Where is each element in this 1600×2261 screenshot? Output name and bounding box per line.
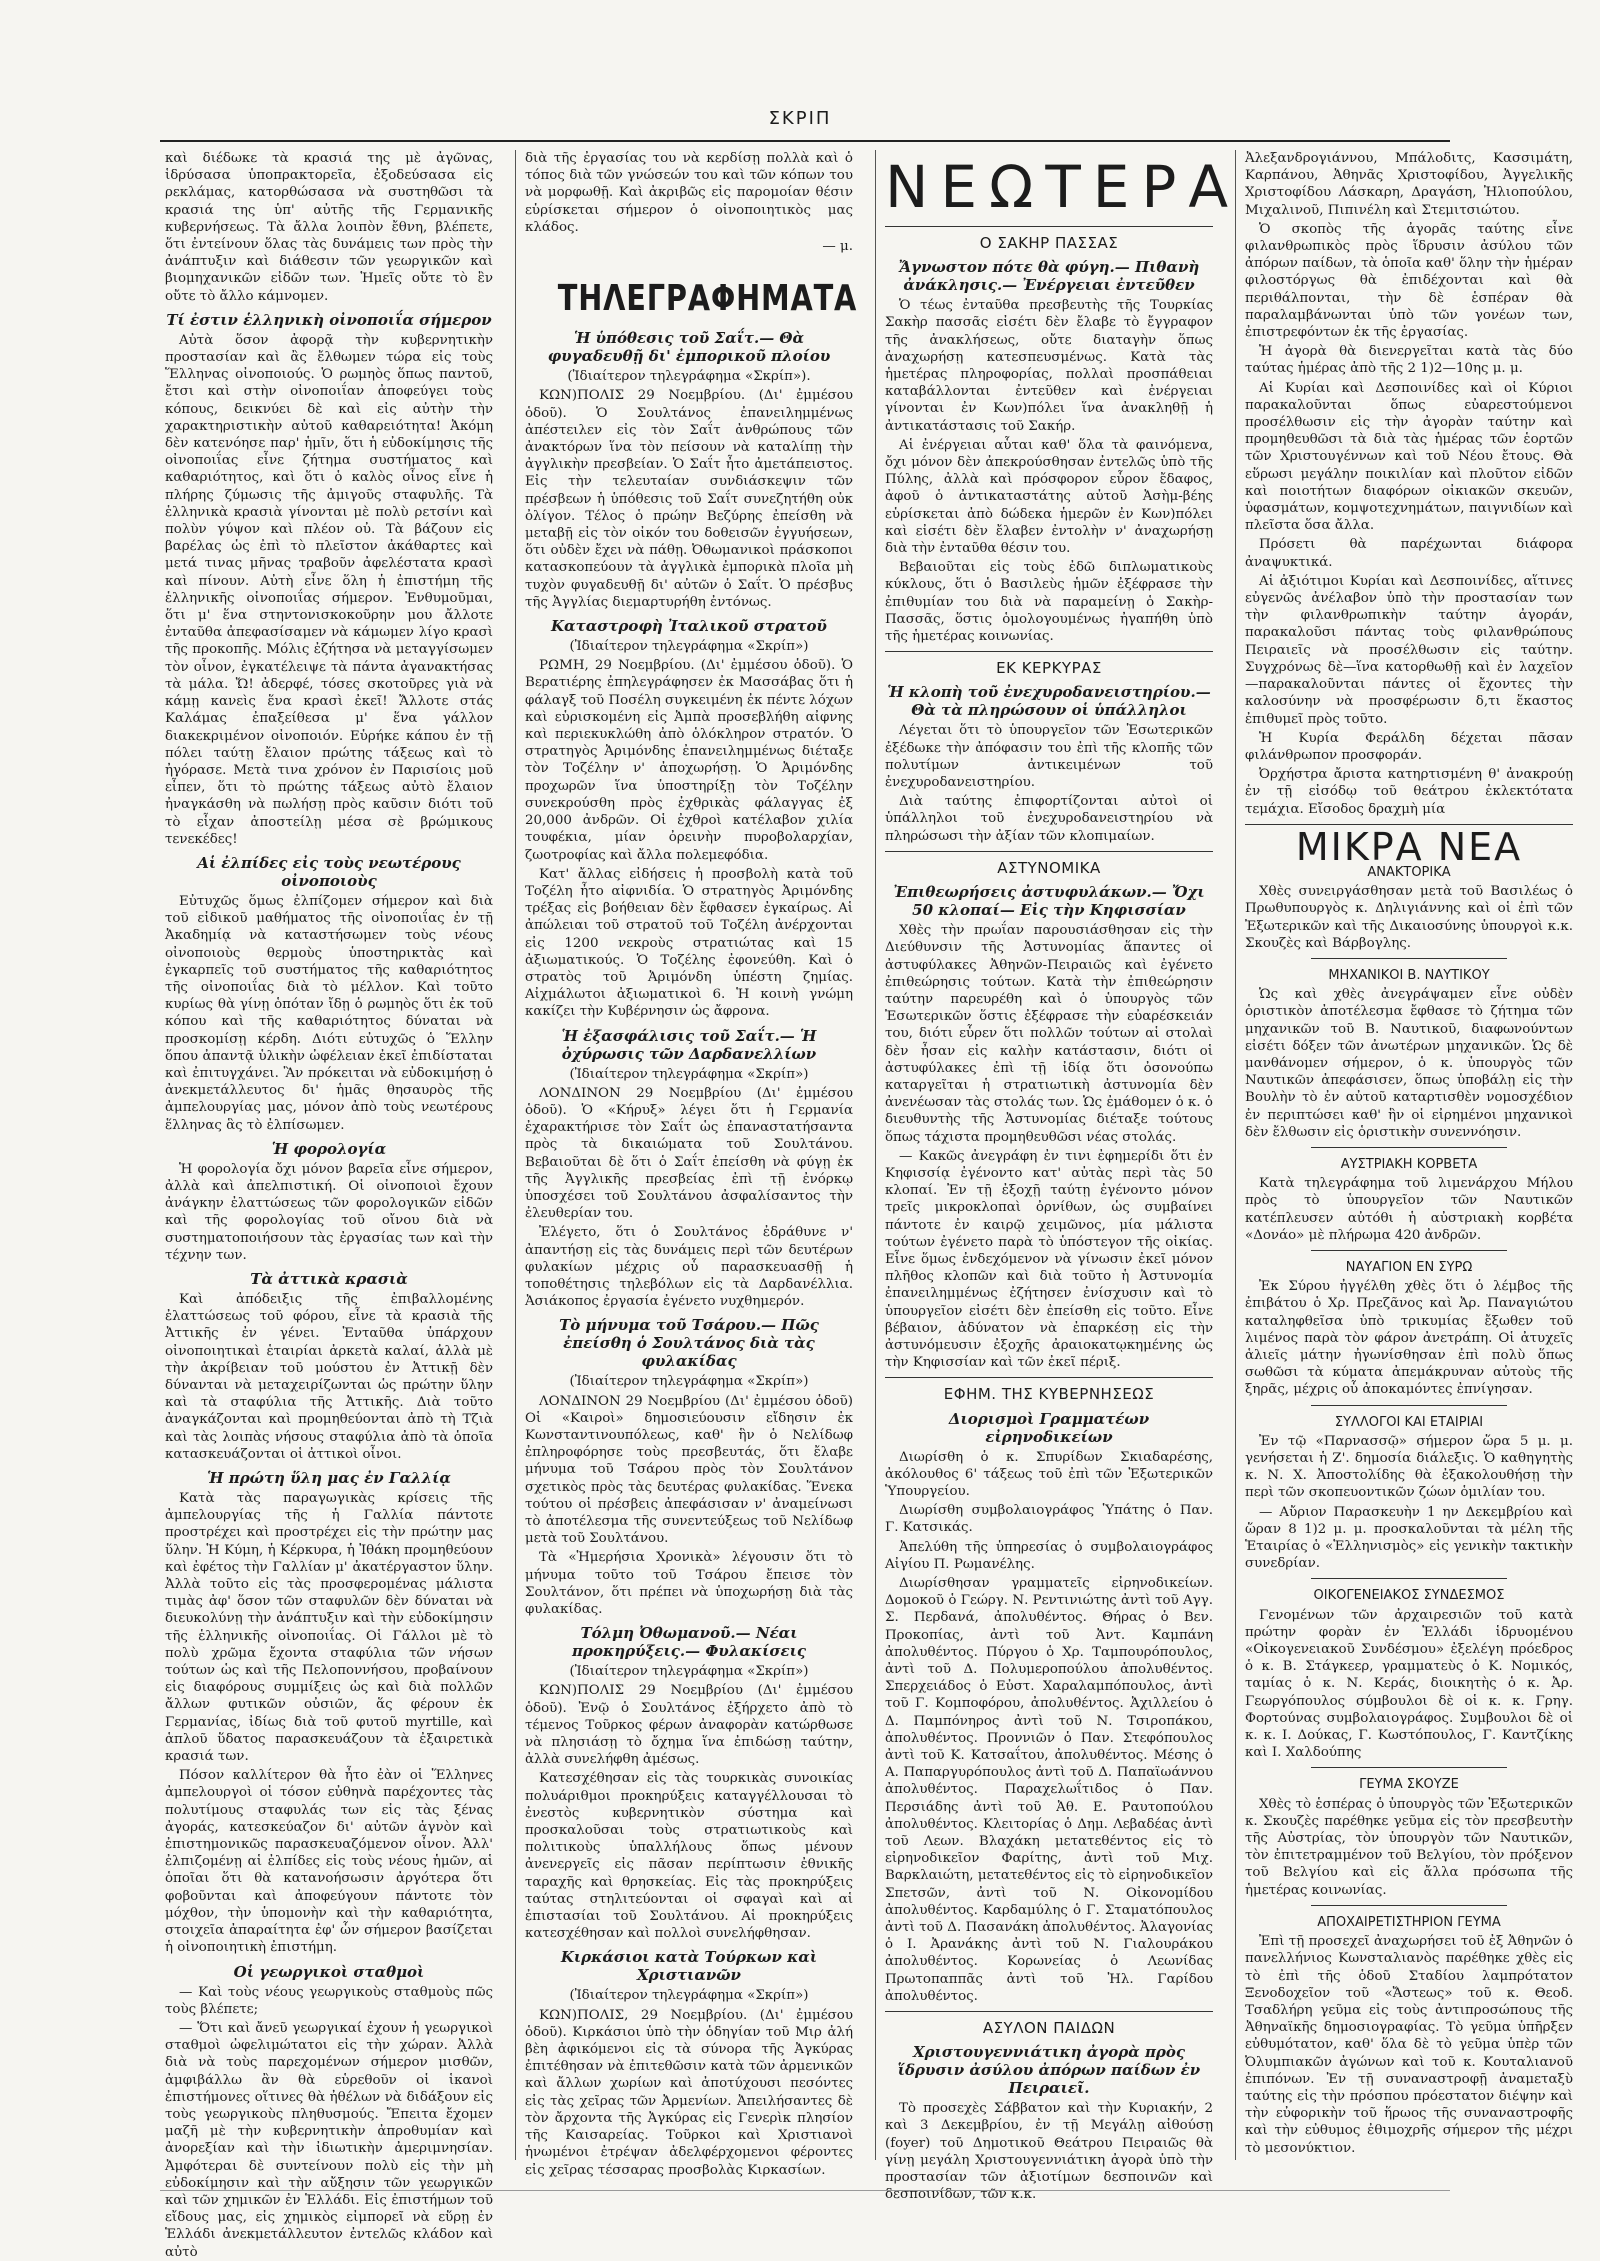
section-heading: Ἡ πρώτη ὕλη μας ἐν Γαλλίᾳ [207, 1469, 451, 1488]
paragraph: διὰ τῆς ἐργασίας του νὰ κερδίσῃ πολλὰ καὶ ὁ τόπος διὰ τῶν γνώσεών του καὶ τῶν κόπων του νὰ μορφωθῇ. Καὶ ἀκριβῶς εἰς παρομοίαν θέσιν εὑρίσκεται σήμερον ὁ οἰνοποιητικὸς μας κλάδος. [525, 151, 853, 235]
paragraph: Ἡ Κυρία Φεράλδη δέχεται πᾶσαν φιλάνθρωπον προσφοράν. [1245, 730, 1573, 763]
paragraph: Διὰ ταύτης ἐπιφορτίζονται αὐτοὶ οἱ ὑπάλληλοι τοῦ ἐνεχυροδανειστηρίου νὰ πληρώσωσι τὴν ἀξίαν τῶν κλοπιμαίων. [885, 794, 1213, 844]
paragraph: Κατ' ἄλλας εἰδήσεις ἡ προσβολὴ κατὰ τοῦ Τοζέλη ἦτο αἰφνιδία. Ὁ στρατηγὸς Ἀριμόνδης τρέξας εἰς βοήθειαν δὲν ἔφθασεν ἐγκαίρως. Αἱ ἀπώλειαι τοῦ στρατοῦ τοῦ Τοζέλη ἀνέρχονται εἰς 1200 νεκροὺς στρατιώτας καὶ 15 ἀξιωματικούς. Ὁ Τοζέλης ἐφονεύθη. Καὶ ὁ στρατὸς τοῦ Ἀριμόνδη ὑπέστη ζημίας. Αἰχμάλωτοι ἀξιωματικοὶ 6. Ἡ κοινὴ γνώμη κακίζει τὴν Κυβέρνησιν ὡς ἄφρονα. [525, 866, 853, 1020]
section-heading: Οἱ γεωργικοὶ σταθμοὶ [233, 1962, 425, 1981]
divider [885, 651, 1213, 652]
signature: — μ. [822, 239, 853, 255]
paragraph: Ὁ τέως ἐνταῦθα πρεσβευτὴς τῆς Τουρκίας Σακὴρ πασσᾶς εἰσέτι δὲν ἔλαβε τὸ ἔγγραφον τῆς ἀνακλήσεως, οὔτε διαταγὴν ὅπως ἀναχωρήσῃ κατεσπευσμένως. Κατὰ τὰς ἡμετέρας πληροφορίας, πολλαὶ προσπάθειαι καταβάλλονται ἐντεῦθεν καὶ ἐνέργειαι γίνονται ἐν Κων)πόλει ἵνα ἀνακληθῇ ἡ ἀντικατάστασις τοῦ Σακήρ. [885, 298, 1213, 434]
divider [1311, 1767, 1508, 1768]
latest-news-heading: ΝΕΩΤΕΡΑ [885, 153, 1241, 221]
masthead: ΣΚΡΙΠ [768, 108, 832, 129]
paragraph: Πόσον καλλίτερον θὰ ἦτο ἐὰν οἱ Ἕλληνες ἀμπελουργοὶ οἱ τόσον εὐθηνὰ παρέχοντες τὰς πολυτίμους σταφυλάς των εἰς τὰς ξένας ἀγοράς, κατεσκεύαζον δι' αὐτῶν ἁγνὸν καὶ ἐπιστημονικῶς παρασκευαζόμενον οἶνον. Ἀλλ' ἐλπιζομένῃ αἱ ἐλπίδες εἰς τοὺς νέους ἡμῶν, αἱ ὁποῖαι ὅτι θὰ κατανοήσωσιν ἀργότερα ὅτι φοβοῦνται καὶ ἀποφεύγουν πάντοτε τὸν μόχθον, τὴν ὑπομονὴν καὶ τὴν καθαριότητα, στοιχεῖα ἀπαραίτητα ἐφ' ὧν σήμερον βασίζεται ἡ οἰνοποιητικὴ ἐπιστήμη. [165, 1768, 493, 1956]
paragraph: Ὀρχήστρα ἄριστα κατηρτισμένη θ' ἀνακρούῃ ἐν τῇ εἰσόδῳ τοῦ θεάτρου ἐκλεκτότατα τεμάχια. Εἴσοδος δραχμὴ μία [1245, 767, 1573, 817]
paragraph: Τὰ «Ἡμερήσια Χρονικὰ» λέγουσιν ὅτι τὸ μήνυμα τοῦτο τοῦ Τσάρου ἔπεισε τὸν Σουλτάνον, ὅτι πρέπει νὰ ὑποχωρήσῃ διὰ τὰς φυλακίδας. [525, 1550, 853, 1618]
dispatch-source: (Ἰδιαίτερον τηλεγράφημα «Σκρίπ») [569, 1066, 809, 1082]
paragraph: Εὐτυχῶς ὅμως ἐλπίζομεν σήμερον καὶ διὰ τοῦ εἰδικοῦ μαθήματος τῆς οἰνοποιΐας ἐν τῇ Ἀκαδημίᾳ νὰ καταστήσωμεν τοὺς νέους οἰνοποιοὺς θερμοὺς ὑποστηρικτὰς καὶ ἐγκαρπεῖς τοῦ συστήματος τῆς καθαριότητος τῆς οἰνοποιΐας διὰ τὸ μέλλον. Καὶ τοῦτο κυρίως θὰ γίνῃ ὁπόταν ἴδῃ ὁ ρωμηὸς ὅτι ἐκ τοῦ κόπου καὶ τῆς καθαριότητος δύναται νὰ προσκομίσῃ κέρδη. Διότι εὐτυχῶς ὁ Ἕλλην ὅπου ἀπαντᾷ ὑλικὴν ὠφέλειαν ἐκεῖ ἐπιδίσταται καὶ ἐπιτυγχάνει. Ἂν πρόκειται νὰ εὐδοκιμήσῃ ὁ ἀνεκμετάλλευτος δι' ἡμᾶς θησαυρὸς τῆς ἀμπελουργίας μας, μόνον ἀπὸ τοὺς νεωτέρους ἕλληνας ἃς τὸ ἐλπίσωμεν. [165, 893, 493, 1133]
divider [885, 851, 1213, 852]
paragraph: Ἐλέγετο, ὅτι ὁ Σουλτάνος ἐδράθυνε ν' ἀπαντήσῃ εἰς τὰς δυνάμεις περὶ τῶν δευτέρων φυλακίων μέχρις οὗ παρασκευασθῇ ἡ τοποθέτησις τηλεβόλων εἰς τὰ Δαρδανέλλια. Ἀσιάκοπος ἐργασία ἐγένετο νυχθημερόν. [525, 1225, 853, 1310]
section-heading: Τὰ ἀττικὰ κρασιὰ [250, 1269, 408, 1288]
paragraph: ΛΟΝΔΙΝΟΝ 29 Νοεμβρίου (Δι' ἐμμέσου ὁδοῦ) Οἱ «Καιροὶ» δημοσιεύουσιν εἴδησιν ἐκ Κωνσταντινουπόλεως, καθ' ἣν ὁ Νελίδωφ ἐπληροφόρησε τοὺς πρεσβευτάς, ὅτι ἔλαβε μήνυμα τοῦ Τσάρου πρὸς τὸν Σουλτάνον σχετικὸς πρὸς τὰς δευτέρας φυλακίδας. Ἕνεκα τούτου οἱ πρέσβεις ἀπεφάσισαν ν' ἀναμείνωσι τὸ ἀποτέλεσμα τῆς συνεντεύξεως τοῦ Νελίδωφ μετὰ τοῦ Σουλτάνου. [525, 1393, 853, 1547]
divider [885, 226, 1213, 227]
paragraph: Αἱ Κυρίαι καὶ Δεσποινίδες καὶ οἱ Κύριοι παρακαλοῦνται ὅπως εὐαρεστούμενοι προσέλθωσιν εἰς τὴν ἀγορὰν ταύτην καὶ προμηθευθῶσι τὰ διὰ τὰς ἡμέρας τῶν ἑορτῶν τῶν Χριστουγέννων καὶ τοῦ Νέου ἔτους. Θὰ εὕρωσι μεγάλην ποικιλίαν καὶ πλοῦτον εἰδῶν καὶ ποιοτήτων διαφόρων οἰκιακῶν σκευῶν, ὑφασμάτων, κομψοτεχνημάτων, παιγνιδίων καὶ πλεῖστα ὅσα ἄλλα. [1245, 380, 1573, 534]
paragraph: Καὶ ἀπόδειξις τῆς ἐπιβαλλομένης ἐλαττώσεως τοῦ φόρου, εἶνε τὰ κρασιὰ τῆς Ἀττικῆς ἐν γένει. Ἐνταῦθα ὑπάρχουν οἰνοποιητικαὶ ἑταιρίαι ἀρκετὰ καλαί, ἀλλὰ μὲ τὴν ἀκρίβειαν τοῦ μούστου ἐν Ἀττικῇ δὲν δύνανται νὰ μεταχειρίζωνται ὡς πρώτην ὕλην καὶ τὰ σταφύλια τῆς Ἀττικῆς. Διὰ τοῦτο ἀναγκάζονται καὶ προμηθεύονται ἀπὸ τὴ Τζιὰ καὶ τὰς λοιπὰς νήσους σταφύλια ἀπὸ τὰ ὁποῖα κατασκευάζονται οἱ ἀττικοὶ οἶνοι. [165, 1291, 493, 1462]
telegrams-heading: ΤΗΛΕΓΡΑΦΗΜΑΤΑ [557, 278, 858, 320]
paragraph: ΚΩΝ)ΠΟΛΙΣ 29 Νοεμβρίου (Δι' ἐμμέσου ὁδοῦ). Ἐνῷ ὁ Σουλτάνος ἐξήρχετο ἀπὸ τὸ τέμενος Τοῦρκος φέρων ἀναφορὰν κατώρθωσε νὰ πλησιάσῃ τὸ ὄχημα ἵνα ἐπιδώσῃ ταύτην, ἀλλὰ συνελήφθη ἀμέσως. [525, 1683, 853, 1768]
column-2 [525, 150, 858, 2178]
column-4 [1245, 150, 1573, 2160]
masthead-rule [160, 140, 1450, 142]
divider [1311, 1250, 1508, 1251]
paragraph: — Κακῶς ἀνεγράφη ἐν τινι ἐφημερίδι ὅτι ἐν Κηφισσίᾳ ἐγένοντο κατ' αὐτὰς περὶ τὰς 50 κλοπαί. Ἐν τῇ ἐξοχῇ ταύτῃ ἐγένοντο μόνον τρεῖς μικροκλοπαὶ ὀρνίθων, ὡς συμβαίνει πάντοτε ἐν καιρῷ χειμῶνος, μία μάλιστα τούτων ἐγένετο παρὰ τὸ ὑπόστεγον τῆς οἰκίας. Εἶνε ὅμως ἐνδεχόμενον νὰ γίνωσιν ἐκεῖ μόνον πλῆθος κλοπῶν καὶ διὰ τοῦτο ἡ Ἀστυνομία ἐπανειλημμένως ἐζήτησεν ἐνίσχυσιν καὶ τὸ ὑπουργεῖον εἰσέτι δὲν ἐπείσθη εἰς τοῦτο. Εἶνε βέβαιον, ἀδύνατον νὰ ἐπαρκέσῃ εἰς τὴν ἀστυνόμευσιν ἐξοχῆς ἀραιοκατῳκημένης ὡς τὴν Κηφισσίαν καὶ τῶν ἐκεῖ πέριξ. [885, 1148, 1213, 1371]
divider [885, 1377, 1213, 1378]
divider [1311, 1578, 1508, 1579]
column-rule [1235, 150, 1236, 2160]
section-heading: Ἡ ἐξασφάλισις τοῦ Σαΐτ.— Ἡ ὀχύρωσις τῶν Δαρδανελλίων [561, 1026, 817, 1063]
paragraph: Κατὰ τηλεγράφημα τοῦ λιμενάρχου Μήλου πρὸς τὸ ὑπουργεῖον τῶν Ναυτικῶν κατέπλευσεν αὐτόθι ἡ αὐστριακὴ κορβέτα «Δονάο» μὲ πλήρωμα 420 ἀνδρῶν. [1245, 1176, 1573, 1243]
section-subheading: Ἐπιθεωρήσεις ἀστυφυλάκων.— Ὄχι 50 κλοπαί— Εἰς τὴν Κηφισσίαν [893, 883, 1205, 920]
section-heading: ΑΣΤΥΝΟΜΙΚΑ [997, 858, 1101, 877]
small-news-heading: ΜΙΚΡΑ ΝΕΑ [1295, 824, 1523, 869]
section-heading: Ο ΣΑΚΗΡ ΠΑΣΣΑΣ [979, 234, 1119, 252]
paragraph: Αἱ ἐνέργειαι αὗται καθ' ὅλα τὰ φαινόμενα, ὄχι μόνον δὲν ἀπεκρούσθησαν ἐντελῶς ὑπὸ τῆς Πύλης, ἀλλὰ καὶ πρόσφορον εὗρον ἔδαφος, ἀφοῦ ὁ ἀντικαταστάτης αὐτοῦ Ἀσὴμ-βέης εὑρίσκεται ἀπὸ δώδεκα ἡμερῶν ἐν Κων)πόλει καὶ εἰσέτι δὲν ἔλαβεν ἐντολὴν ν' ἀναχωρήσῃ διὰ τὴν ἐνταῦθα θέσιν του. [885, 437, 1213, 557]
section-heading: ΑΠΟΧΑΙΡΕΤΙΣΤΗΡΙΟΝ ΓΕΥΜΑ [1317, 1914, 1501, 1930]
dispatch-source: (Ἰδιαίτερον τηλεγράφημα «Σκρίπ») [569, 639, 809, 655]
section-heading: ΕΦΗΜ. ΤΗΣ ΚΥΒΕΡΝΗΣΕΩΣ [943, 1385, 1155, 1404]
section-heading: Ἡ φορολογία [271, 1139, 387, 1158]
paragraph: Κατὰ τὰς παραγωγικὰς κρίσεις τῆς ἀμπελουργίας τῆς ἡ Γαλλία πάντοτε προστρέχει καὶ προστρέχει εἰς τὴν πρώτην μας ὕλην. Ἡ Κύμη, ἡ Κέρκυρα, ἡ Ἰθάκη προμηθεύουν καὶ ἐφέτος τὴν Γαλλίαν μ' ἀκατέργαστον ὕλην. Ἀλλὰ τοῦτο εἰς τὰς προσφερομένας μάλιστα τιμὰς ἀφ' ὅσον τῶν σταφυλῶν δὲν δύναται νὰ διευκολύνῃ τὴν ἀνάπτυξιν καὶ τὴν εὐδοκίμησιν τῆς ἑλληνικῆς οἰνοποιΐας. Οἱ Γάλλοι μὲ τὸ πολὺ χρῶμα ἔχοντα σταφύλια τῶν νήσων τούτων ὡς καὶ τῆς Πελοποννήσου, προβαίνουν εἰς διαφόρους συμμίξεις ὡς καὶ διὰ πολλῶν ἄλλων φυτικῶν οὐσιῶν, ἅς φέρουν ἐκ Γερμανίας, ἰδίως διὰ τοῦ φυτοῦ myrtille, καὶ ἁπλοῦ ὕδατος παρασκευάζουν τὰ ἐξαιρετικὰ κρασιά των. [165, 1491, 493, 1765]
section-heading: Καταστροφὴ Ἰταλικοῦ στρατοῦ [551, 617, 827, 636]
paragraph: Αὐτὰ ὅσον ἀφορᾷ τὴν κυβερνητικὴν προστασίαν καὶ ἂς ἔλθωμεν τώρα εἰς τοὺς Ἕλληνας οἰνοποιούς. Ὁ ρωμηὸς ὅπως παντοῦ, ἔτσι καὶ στὴν οἰνοποιΐαν ἀποφεύγει τοὺς κόπους, δεικνύει δὲ καὶ εἰς αὐτὴν τὴν χαρακτηριστικὴν αὐτοῦ καθαρειότητα! Ἀκόμη δὲν κατενόησε παρ' ἡμῖν, ὅτι ἡ εὐδοκίμησις τῆς οἰνοποιΐας εἶνε ζήτημα συστήματος καὶ καθαριότητος, καὶ ὅτι ὁ καλὸς οἶνος εἶνε ἡ πλήρης ζύμωσις τῆς ἀμιγοῦς σταφυλῆς. Τὰ ἑλληνικὰ κρασιὰ γίνονται μὲ πολὺ ρετσίνι καὶ πολὺν γύψον καὶ πλέον οὐ. Τὰ βάζουν εἰς βαρέλας ὡς ἐπὶ τὸ πλεῖστον ἀκάθαρτες καὶ μετά τινας μῆνας τραβοῦν ἀφελέστατα κρασὶ καὶ πίνουν. Αὐτὴ εἶνε ὅλη ἡ ἐπιστήμη τῆς ἑλληνικῆς οἰνοποιΐας σήμερον. Ἐνθυμοῦμαι, ὅτι μ' ἕνα στηντονισκοκοῦρην μου ἄλλοτε ἐνταῦθα ἀπεφασίσαμεν νὰ κάμωμεν λίγο κρασὶ τῆς προκοπῆς. Μόλις ἐζήτησα νὰ μεταγγίσωμεν τὸν οἶνον, ἐγκατέλειψε τὰ πάντα ἀγανακτήσας τὰ μάλα. Ὤ! ἀδερφέ, τόσες σκοτοῦρες γιὰ νὰ κάμῃ κανεὶς ἕνα κρασὶ ἐκεῖ! Ἄλλοτε στάς Καλάμας ἐπαξείθεσα μ' ἕνα γάλλον διακεκριμένον οἰνοποιόν. Εὑρήκε κάπου ἐν τῇ πόλει ταύτῃ ἔλαιον πρώτης τάξεως καὶ τὸ ἠγόρασε. Μετὰ τινα χρόνον ἐν Παρισίοις μοῦ εἶπεν, ὅτι τὸ πρώτης τάξεως αὐτὸ ἔλαιον ἠναγκάσθη νὰ πωλήσῃ πρὸς καῦσιν διότι τοῦ τὸ εἶχαν ἀποστείλῃ μέσα σὲ βρώμικους τενεκέδες! [165, 332, 493, 847]
section-heading: Τόλμη Ὀθωμανοῦ.— Νέαι προκηρύξεις.— Φυλακίσεις [572, 1624, 806, 1661]
section-heading: ΓΕΥΜΑ ΣΚΟΥΖΕ [1359, 1777, 1459, 1793]
section-heading: Τί ἐστιν ἑλληνικὴ οἰνοποιΐα σήμερον [166, 310, 492, 329]
paragraph: ΚΩΝ)ΠΟΛΙΣ 29 Νοεμβρίου. (Δι' ἐμμέσου ὁδοῦ). Ὁ Σουλτάνος ἐπανειλημμένως ἀπέστειλεν εἰς τὸν Σαΐτ ἀνθρώπους τῶν ἀνακτόρων ἵνα τὸν πείσουν νὰ καταλίπῃ τὴν ἀγγλικὴν πρεσβείαν. Ὁ Σαΐτ ἦτο ἀμετάπειστος. Εἰς τὴν τελευταίαν συνδιάσκεψιν τῶν πρέσβεων ἡ ὑπόθεσις τοῦ Σαΐτ συνεζητήθη οὐκ ὀλίγον. Τέλος ὁ πρώην Βεζύρης ἐπείσθη νὰ μεταβῇ εἰς τὸν οἰκόν του δοθεισῶν ἐγγυήσεων, ὅτι οὐδὲν ἔχει νὰ πάθῃ. Ὀθωμανικοὶ πράσκοποι κατασκοπεύουν τὰ ἀγγλικὰ ἐμπορικὰ πλοῖα μὴ τυχὸν φυγαδευθῇ δι' αὐτῶν ὁ Σαΐτ. Ὁ πρέσβυς τῆς Ἀγγλίας διεμαρτυρήθη ἐντόνως. [525, 388, 853, 610]
paragraph: Χθὲς τὸ ἑσπέρας ὁ ὑπουργὸς τῶν Ἐξωτερικῶν κ. Σκουζὲς παρέθηκε γεῦμα εἰς τὸν πρεσβευτὴν τῆς Αὐστρίας, τὸν ὑπουργὸν τῶν Ναυτικῶν, τὸν ἐπιτετραμμένον τοῦ Βελγίου, τὸν πρόξενον τοῦ Βελγίου καὶ εἰς ἄλλα πρόσωπα τῆς ἡμετέρας κοινωνίας. [1245, 1796, 1573, 1898]
paragraph: Διωρίσθησαν γραμματεῖς εἰρηνοδικείων. Δομοκοῦ ὁ Γεώργ. Ν. Ρεντινιώτης ἀντὶ τοῦ Αγγ. Σ. Περδανά, ἀπολυθέντος. Θήρας ὁ Βεν. Προκοπίας, ἀντὶ τοῦ Ἀντ. Καμπάνη ἀπολυθέντος. Πύργου ὁ Χρ. Ταμπουρόπουλος, ἀντὶ τοῦ Δ. Πολυμεροπούλου ἀπολυθέντος. Σπερχειάδος ὁ Εὐστ. Χαραλαμπόπουλος, ἀντὶ τοῦ Γ. Κομποφόρου, ἀπολυθέντος. Ἀχιλλείου ὁ Δ. Παμπόνηρος ἀντὶ τοῦ Ν. Τσιροπάκου, ἀπολυθέντος. Προννιῶν ὁ Παν. Στεφόπουλος ἀντὶ τοῦ Κ. Κατσαΐτου, ἀπολυθέντος. Μέσης ὁ Α. Παπαργυρόπουλος ἀντὶ τοῦ Δ. Παπαϊωάννου ἀπολυθέντος. Παραχελωΐτιδος ὁ Παν. Περσιάδης ἀντὶ τοῦ Ἀθ. Ε. Ραυτοπούλου ἀπολυθέντος. Κλειτορίας ὁ Δημ. Λεβαδέας ἀντὶ τοῦ Λεων. Βλαχάκη μετατεθέντος εἰς τὸ εἰρηνοδικεῖον Φαρίτης, ἀντὶ τοῦ Μιχ. Βαρκλαιώτη, μετατεθέντος εἰς τὸ εἰρηνοδικεῖον Σπετσῶν, ἀντὶ τοῦ Ν. Οἰκονομίδου ἀπολυθέντος. Καρδαμύλης ὁ Γ. Σταματόπουλος ἀντὶ τοῦ Δ. Πασανάκη ἀπολυθέντος. Ἀλαγονίας ὁ Ι. Ἀρανάκης ἀντὶ τοῦ Ν. Γιαλουράκου ἀπολυθέντος. Κορωνείας ὁ Λεωνίδας Πρωτοπαππᾶς ἀντὶ τοῦ Ἠλ. Γαρίδου ἀπολυθέντος. [885, 1576, 1213, 2004]
paragraph: Ἀλεξανδρογιάννου, Μπάλοδιτς, Κασσιμάτη, Καρπάνου, Ἀθηνᾶς Χριστοφίδου, Ἀγγελικῆς Χριστοφίδου Λάσκαρη, Δραγάση, Ἠλιοπούλου, Μιχαλινοῦ, Πιπινέλη καὶ Στεμιτσιώτου. [1245, 151, 1573, 218]
paragraph: Ὡς καὶ χθὲς ἀνεγράψαμεν εἶνε οὐδὲν ὁριστικὸν ἀποτέλεσμα ἔφθασε τὸ ζήτημα τῶν μηχανικῶν τοῦ Β. Ναυτικοῦ, διαφωνούντων εἰσέτι δόξεν τῶν ἀνωτέρων μηχανικῶν. Ὡς δὲ μανθάνομεν σήμερον, ὁ κ. ὑπουργὸς τῶν Ναυτικῶν ἀπεφάσισεν, ὅπως ὑποβάλῃ εἰς τὴν Βουλὴν τὸ ἐν αὐτοῦ καταρτισθὲν νομοσχέδιον ἐν περιπτώσει καθ' ἣν οἱ εἰρημένοι μηχανικοὶ δὲν ἔλθωσιν εἰς ὁριστικὴν συνεννόησιν. [1245, 987, 1573, 1140]
section-heading: ΟΙΚΟΓΕΝΕΙΑΚΟΣ ΣΥΝΔΕΣΜΟΣ [1313, 1588, 1505, 1604]
section-heading: ΜΗΧΑΝΙΚΟΙ Β. ΝΑΥΤΙΚΟΥ [1328, 967, 1490, 983]
section-heading: ΑΝΑΚΤΟΡΙΚΑ [1367, 864, 1451, 880]
paragraph: Χθὲς συνειργάσθησαν μετὰ τοῦ Βασιλέως ὁ Πρωθυπουργὸς κ. Δηλιγιάννης καὶ οἱ ἐπὶ τῶν Ἐξωτερικῶν καὶ τῆς Δικαιοσύνης ὑπουργοὶ κ.κ. Σκουζὲς καὶ Βάρβογλης. [1245, 884, 1573, 951]
dispatch-source: (Ἰδιαίτερον τηλεγράφημα «Σκρίπ») [569, 1988, 809, 2004]
paragraph: — Καὶ τοὺς νέους γεωργικοὺς σταθμοὺς πῶς τοὺς βλέπετε; [165, 1984, 493, 2017]
section-heading: ΣΥΛΛΟΓΟΙ ΚΑΙ ΕΤΑΙΡΙΑΙ [1334, 1414, 1484, 1430]
paragraph: — Ὅτι καὶ ἄνεῦ γεωργικαί ἐχουν ἡ γεωργικοὶ σταθμοὶ ὠφελιμώτατοι εἰς τὴν χώραν. Ἀλλὰ διὰ νὰ τοὺς παρεχομένων σήμερον μισθῶν, ἀμφιβάλλω ἂν θὰ εὑρεθοῦν οἱ ἱκανοὶ ἐπιστήμονες οἵτινες θὰ ἠθέλων νὰ διδάξουν εἰς τοὺς γεωργικοὺς πληθυσμούς. Ἔπειτα ἔχομεν μαζῆ μὲ τὴν κυβερνητικὴν ἀπροθυμίαν καὶ ἀνορεξίαν καὶ τὴν ἰδιωτικὴν ἀμεριμνησίαν. Ἀμφότεραι δὲ συντείνουν πολὺ εἰς τὴν μὴ εὐδοκίμησιν καὶ τὴν αὔξησιν τῶν γεωργικῶν καὶ τῶν χημικῶν ἐν Ἑλλάδι. Εἰς ἐπιστήμων τοῦ εἴδους μας, εἰς χημικὸς εἰμπορεῖ νὰ εὕρῃ ἐν Ἑλλάδι ἀνεκμετάλλευτον ἐντελῶς κλάδον καὶ αὐτὸ [165, 2020, 493, 2260]
divider [1311, 1147, 1508, 1148]
divider [1311, 1905, 1508, 1906]
paragraph: Βεβαιοῦται εἰς τοὺς ἐδῶ διπλωματικοὺς κύκλους, ὅτι ὁ Βασιλεὺς ἡμῶν ἐξέφρασε τὴν ἐπιθυμίαν του διὰ νὰ παραμείνῃ ὁ Σακὴρ-Πασσᾶς, ὅστις ὁμολογουμένως ἠγαπήθη ὑπὸ τῆς ἡμετέρας κοινωνίας. [885, 560, 1213, 645]
paragraph: Ἐπὶ τῇ προσεχεῖ ἀναχωρήσει τοῦ ἐξ Ἀθηνῶν ὁ πανελλήνιος Κωνσταλιανὸς παρέθηκε χθὲς εἰς τὸ ἐπὶ τῆς ὁδοῦ Σταδίου λαμπρότατον Ξενοδοχεῖον τοῦ «Ἄστεως» τοῦ κ. Θεοδ. Τσαδλήρη γεῦμα εἰς τοὺς ἀντιπροσώπους τῆς Ἀθηναϊκῆς δημοσιογραφίας. Τὸ γεῦμα ὑπῆρξεν εὐθυμότατον, καθ' ὅλα δὲ τὸ γεῦμα ὑπὲρ τῶν Ὀλυμπιακῶν ἀγώνων καὶ τοῦ κ. Κουταλιανοῦ ἐπιπόνων. Ἐν τῇ συναναστροφῇ ἀναμεταξὺ ταύτης εἰς τὴν πρόσπου πρόεστατον διέψην καὶ τὴν εὐφορικὴν τοῦ ἥρωος τῆς συναναστροφῆς καὶ τὴν εὐθυμος ἐθιμοχρῆς σήμερον τῆς μέχρι τὸ μεσονύκτιον. [1245, 1934, 1573, 2156]
paragraph: Τὸ προσεχὲς Σάββατον καὶ τὴν Κυριακήν, 2 καὶ 3 Δεκεμβρίου, ἐν τῇ Μεγάλῃ αἰθούσῃ (foyer) τοῦ Δημοτικοῦ Θεάτρου Πειραιῶς θὰ γίνῃ μεγάλη Χριστουγεννιάτικη ἀγορὰ ὑπὸ τὴν προστασίαν τῶν ἀξιοτίμων δεσποινῶν καὶ δεσποινίδων, τῶν κ.κ. [885, 2101, 1213, 2203]
section-subheading: Ἡ κλοπὴ τοῦ ἐνεχυροδανειστηρίου.— Θὰ τὰ πληρώσουν οἱ ὑπάλληλοι [887, 683, 1211, 720]
paragraph: Διωρίσθη ὁ κ. Σπυρίδων Σκιαδαρέσης, ἀκόλουθος 6' τάξεως τοῦ ἐπὶ τῶν Ἐξωτερικῶν Ὑπουργείου. [885, 1449, 1213, 1499]
paragraph: ΚΩΝ)ΠΟΛΙΣ, 29 Νοεμβρίου. (Δι' ἐμμέσου ὁδοῦ). Κιρκάσιοι ὑπὸ τὴν ὁδηγίαν τοῦ Μιρ ἀλή βὲη ἀφικόμενοι εἰς τὰ σύνορα τῆς Ἀγκύρας ἐπιτέθησαν νὰ ἐπιτεθῶσιν κατὰ τῶν ἀρμενικῶν καὶ ἄλλων χωρίων καὶ ἀποτύχουσι πεσόντες εἰς τὰς χεῖρας τῶν Ἀρμενίων. Ἀπειλήσαντες δὲ τὸν ἄρχοντα τῆς Ἀγκύρας εἰς Γενερὶκ πλησίον τῆς Καισαρείας. Τοῦρκοι καὶ Χριστιανοὶ ἡνωμένοι ἐτρέψαν ἀδελφέρχομενοι φέροντες εἰς χεῖρας τέσσαρας προσβολὰς Κιρκασίων. [525, 2007, 853, 2178]
dispatch-source: (Ἰδιαίτερον τηλεγράφημα «Σκρίπ») [569, 1664, 809, 1680]
section-heading: Αἱ ἐλπίδες εἰς τοὺς νεωτέρους οἰνοποιοὺς [197, 853, 461, 890]
section-heading: ΝΑΥΑΓΙΟΝ ΕΝ ΣΥΡΩ [1345, 1259, 1473, 1275]
divider [885, 2011, 1213, 2012]
paragraph: Αἱ ἀξιότιμοι Κυρίαι καὶ Δεσποινίδες, αἵτινες εὐγενῶς ἀνέλαβον ὑπὸ τὴν προστασίαν των τὴν φιλανθρωπικὴν ταύτην ἀγοράν, παρακαλοῦσι πάντας τοὺς φιλανθρώπους Πειραιεῖς νὰ προσέλθωσιν εἰς ταύτην. Συγχρόνως δὲ—ἵνα κατορθωθῇ καὶ ἐν λαχεῖον—παρακαλοῦνται πάντες οἱ ἔχοντες τὴν καλοσύνην νὰ προσφέρωσιν δ,τι ἕκαστος ἐπιθυμεῖ πρὸς τοῦτο. [1245, 573, 1573, 727]
dispatch-source: (Ἰδιαίτερον τηλεγράφημα «Σκρίπ»). [567, 369, 811, 385]
section-heading: ΑΥΣΤΡΙΑΚΗ ΚΟΡΒΕΤΑ [1340, 1156, 1478, 1172]
paragraph: Ὁ σκοπὸς τῆς ἀγορᾶς ταύτης εἶνε φιλανθρωπικὸς πρὸς ἵδρυσιν ἀσύλου τῶν ἀπόρων παίδων, τὰ ὁποῖα καθ' ὅλην τὴν ἡμέραν φιλοστόργως θὰ ἐπιδέχονται καὶ θὰ περιθάλπονται, τὴν δὲ ἑσπέραν θὰ παραλαμβάνωνται ὑπὸ τῶν γονέων των, ἐπιστρεφόντων ἐκ τῆς ἐργασίας. [1245, 221, 1573, 341]
paragraph: Ἡ φορολογία ὄχι μόνον βαρεῖα εἶνε σήμερον, ἀλλὰ καὶ ἀπελπιστική. Οἱ οἰνοποιοὶ ἔχουν ἀνάγκην ἐλαττώσεως τῶν φορολογικῶν εἰδῶν καὶ τῆς φορολογίας τοῦ οἴνου διὰ νὰ συστηματοποιήσουν τὰς ἐργασίας των καὶ τὴν τέχνην των. [165, 1161, 493, 1263]
paragraph: Πρόσετι θὰ παρέχωνται διάφορα ἀναψυκτικά. [1245, 537, 1573, 570]
paragraph: Κατεσχέθησαν εἰς τὰς τουρκικὰς συνοικίας πολυάριθμοι προκηρύξεις καταγγέλλουσαι τὸ ἐνεστὸς κυβερνητικὸν σύστημα καὶ προσκαλοῦσαι τοὺς στρατιωτικοὺς καὶ πολιτικοὺς ὑπαλλήλους ὅπως μένουν ἀνενεργεῖς εἰς πᾶσαν περίπτωσιν ἐθνικῆς ταραχῆς καὶ θρησκείας. Εἰς τὰς προκηρύξεις ταύτας στηλιτεύονται οἱ σφαγαὶ καὶ αἱ ἐπιστασίαι τοῦ Σουλτάνου. Αἱ προκηρύξεις κατεσχέθησαν καὶ πολλοὶ συνελήφθησαν. [525, 1771, 853, 1942]
paragraph: Ἀπελύθη τῆς ὑπηρεσίας ὁ συμβολαιογράφος Αἰγίου Π. Ρωμανέλης. [885, 1539, 1213, 1572]
paragraph: ΛΟΝΔΙΝΟΝ 29 Νοεμβρίου (Δι' ἐμμέσου ὁδοῦ). Ὁ «Κήρυξ» λέγει ὅτι ἡ Γερμανία ἐχαρακτήρισε τὸν Σαΐτ ὡς ἐπαναστατήσαντα πρὸς τὰ δικαιώματα τοῦ Σουλτάνου. Βεβαιοῦται δὲ ὅτι ὁ Σαΐτ ἐπείσθη νὰ φύγῃ ἐκ τῆς Ἀγγλικῆς πρεσβείας ἐπὶ τῇ ἐνόρκῳ ὑποσχέσει τοῦ Σουλτάνου ἀσφαλίσαντος τὴν ἐλευθερίαν του. [525, 1085, 853, 1222]
paragraph: Ἐν τῷ «Παρνασσῷ» σήμερον ὥρα 5 μ. μ. γενήσεται ἡ Ζ'. δημοσία διάλεξις. Ὁ καθηγητὴς κ. Ν. Χ. Ἀποστολίδης θὰ ἐξακολουθήσῃ τὴν περὶ τῶν σκοπευοντικῶν ζώων ὁμιλίαν του. [1245, 1433, 1573, 1501]
column-3 [885, 150, 1241, 2203]
section-heading: ΕΚ ΚΕΡΚΥΡΑΣ [996, 659, 1102, 678]
column-rule [875, 150, 876, 2160]
column-rule [515, 150, 516, 2160]
paragraph: — Αὔριον Παρασκευὴν 1 ην Δεκεμβρίου καὶ ὥραν 8 1)2 μ. μ. προσκαλοῦνται τὰ μέλη τῆς Ἑταιρίας ὁ «Ἑλληνισμὸς» εἰς γενικὴν τακτικὴν συνεδρίαν. [1245, 1504, 1573, 1572]
section-subheading: Χριστουγεννιάτικη ἀγορὰ πρὸς ἵδρυσιν ἀσύλου ἀπόρων παίδων ἐν Πειραιεῖ. [897, 2043, 1201, 2098]
paragraph: Ἐκ Σύρου ἠγγέλθη χθὲς ὅτι ὁ λέμβος τῆς ἐπιβάτου ὁ Χρ. Πρεζᾶνος καὶ Ἀρ. Παναγιώτου καταληφθεῖσα ὑπὸ τρικυμίας ἔξωθεν τοῦ λιμένος παρὰ τὸν φάρον ἀνετράπη. Οἱ ἀτυχεῖς ἁλιεῖς μάτην ἠγωνίσθησαν ἐπὶ πολὺ ὅπως σωθῶσι τὰ κύματα ἀπεμάκρυναν αὐτοὺς τῆς ξηρᾶς, μέχρις οὗ ἀποκαμόντες ἐπνίγησαν. [1245, 1279, 1573, 1398]
dispatch-source: (Ἰδιαίτερον τηλεγράφημα «Σκρίπ») [569, 1374, 809, 1390]
paragraph: Ἡ ἀγορὰ θὰ διενεργεῖται κατὰ τὰς δύο ταύτας ἡμέρας ἀπὸ τῆς 2 1)2—10ης μ. μ. [1245, 344, 1573, 377]
section-heading: ΑΣΥΛΟΝ ΠΑΙΔΩΝ [982, 2019, 1116, 2038]
paragraph: Χθὲς τὴν πρωΐαν παρουσιάσθησαν εἰς τὴν Διεύθυνσιν τῆς Ἀστυνομίας ἅπαντες οἱ ἀστυφύλακες Ἀθηνῶν-Πειραιῶς καὶ ἐγένετο ἐπιθεώρησις τούτων. Κατὰ τὴν ἐπιθεώρησιν ταύτην παρευρέθη καὶ ὁ ὑπουργὸς τῶν Ἐσωτερικῶν ὅστις ἐξέφρασε τὴν εὐαρέσκειάν του, διότι εὗρεν ὅτι πολλῶν τούτων αἱ στολαὶ δὲν ἦσαν εἰς καλὴν κατάστασιν, διότι οἱ ἀστυφύλακες ἐπὶ τῇ ἰδίᾳ ὅτι ὀσονούπω καταργεῖται ἡ στρατιωτικὴ ἀστυνομία δὲν ἀνενέωσαν τὰς στολάς των. Ὡς ἐμάθομεν ὁ κ. ὁ διευθυντὴς τῆς Ἀστυνομίας διέταξε τούτους ὅπως τάχιστα προμηθευθῶσι νέας στολάς. [885, 923, 1213, 1145]
paragraph: καὶ διέδωκε τὰ κρασιά της μὲ ἀγῶνας, ἱδρύσασα ὑποπρακτορεῖα, ἐξοδεύσασα εἰς ρεκλάμας, κατορθώσασα νὰ συστηθῶσι τὰ κρασιά της ὑπ' αὐτῆς τῆς Γερμανικῆς κυβερνήσεως. Τὰ ἄλλα λοιπὸν ἔθνη, βλέπετε, ὅτι ἐντείνουν ὅλας τὰς δυνάμεις των πρὸς τὴν ἀνάπτυξιν καὶ διάθεσιν τῶν γεωργικῶν καὶ βιομηχανικῶν εἰδῶν των. Ἡμεῖς οὔτε τὸ ἓν οὔτε τὸ ἄλλο κάμνομεν. [165, 151, 493, 304]
paragraph: Λέγεται ὅτι τὸ ὑπουργεῖον τῶν Ἐσωτερικῶν ἐξέδωκε τὴν ἀπόφασιν του ἐπὶ τῆς κλοπῆς τῶν πολυτίμων ἀντικειμένων τοῦ ἐνεχυροδανειστηρίου. [885, 723, 1213, 791]
column-1 [165, 150, 493, 2260]
paragraph: Διωρίσθη συμβολαιογράφος Ὑπάτης ὁ Παν. Γ. Κατσικάς. [885, 1503, 1213, 1536]
section-heading: Κιρκάσιοι κατὰ Τούρκων καὶ Χριστιανῶν [560, 1948, 818, 1985]
divider [1311, 1405, 1508, 1406]
page-bottom-rule [160, 2190, 1450, 2191]
paragraph: Γενομένων τῶν ἀρχαιρεσιῶν τοῦ κατὰ πρώτην φορὰν ἐν Ἑλλάδι ἱδρυομένου «Οἰκογενειακοῦ Συνδέσμου» ἐξελέγη πρόεδρος ὁ κ. Β. Στάγκεερ, γραμματεὺς ὁ Κ. Νομικός, ταμίας ὁ κ. Ν. Κεράς, διοικητὴς ὁ κ. Ἀρ. Γεωργόπουλος σύμβουλοι δὲ οἱ κ. κ. Γρηγ. Φορτούνας συμβολαιογράφος. Συμβουλοι δὲ οἱ κ. κ. Ι. Δούκας, Γ. Κωστόπουλος, Γ. Καντζίκης καὶ Ι. Χαλδούπης [1245, 1607, 1573, 1761]
section-subheading: Διορισμοὶ Γραμματέων εἰρηνοδικείων [948, 1409, 1150, 1446]
section-heading: Ἡ ὑπόθεσις τοῦ Σαΐτ.— Θὰ φυγαδευθῇ δι' ἐμπορικοῦ πλοίου [547, 329, 831, 366]
section-subheading: Ἄγνωστον πότε θὰ φύγη.— Πιθανὴ ἀνάκλησις.— Ἐνέργειαι ἐντεῦθεν [898, 258, 1200, 295]
divider [1311, 958, 1508, 959]
section-heading: Τὸ μήνυμα τοῦ Τσάρου.— Πῶς ἐπείσθη ὁ Σουλτάνος διὰ τὰς φυλακίδας [559, 1316, 819, 1371]
paragraph: ΡΩΜΗ, 29 Νοεμβρίου. (Δι' ἐμμέσου ὁδοῦ). Ὁ Βερατιέρης ἐπηλεγράφησεν ἐκ Μασσάβας ὅτι ἡ φάλαγξ τοῦ Ποσέλη συγκειμένη ἐκ πέντε λόχων καὶ εὑρισκομένη εἰς Ἀμπὰ προσεβλήθη αἰφνης καὶ περιεκυκλώθη ἀπὸ ὁλόκληρον στρατόν. Ὁ στρατηγὸς Ἀριμόνδης ἐπανειλημμένως διέταξε τὸν Τοζέλην ν' ἀποχωρήσῃ. Ὁ Ἀριμόνδης προχωρῶν ἵνα ὑποστηρίξῃ τὸν Τοζέλην συνεκρούσθη πρὸς ἐχθρικὰς φάλαγγας ἐξ 20,000 ἀνδρῶν. Οἱ ἐχθροὶ κατέλαβον χιλία τουφέκια, μίαν ὀρεινὴν πυροβολαρχίαν, ζωοτροφίας καὶ ἄλλα πολεμεφόδια. [525, 658, 853, 863]
